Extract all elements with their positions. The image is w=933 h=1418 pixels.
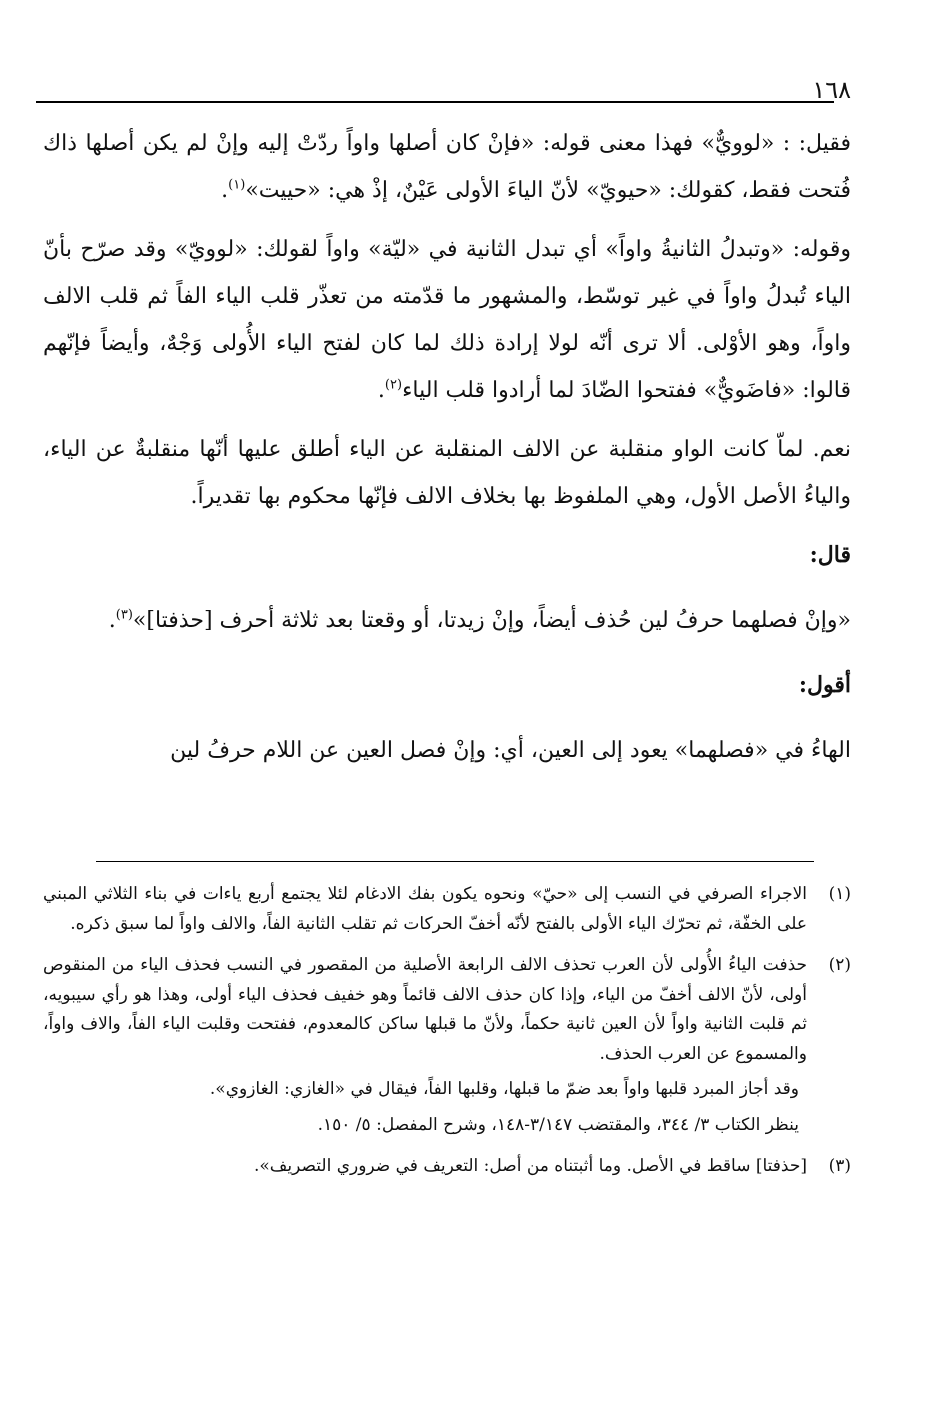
paragraph-2-text: وقوله: «وتبدلُ الثانيةُ واواً» أي تبدل الثانية في «ليّة» واواً لقولك: «لوويّ» وقد صرّح بأنّ الياء تُبدلُ واواً في غير توسّط، والمشهور ما قدّمته من تعذّر قلب الياء الفاً ثم قلب الالف واواً، وهو الأوْلى. ألا ترى أنّه لولا إرادة ذلك لما كان لفتح الياء الأُولى وَجْهٌ، وأيضاً فإنّهم قالوا: «فاضَويٌّ» ففتحوا الضّادَ لما أرادوا قلب الياء — [43, 237, 851, 403]
footnote-number: (١) — [828, 884, 851, 904]
footnote-text: الاجراء الصرفي في النسب إلى «حيّ» ونحوه يكون بفك الادغام لئلا يجتمع أربع ياءات في بناء الثلاثي المبني على الخفّة، ثم تحرّك الياء الأولى بالفتح لأنّه أخفّ الحركات ثم تقلب الثانية الفاً، والالف واواً لما سبق ذكره. — [43, 884, 807, 934]
quoted-text-body: «وإنْ فصلهما حرفُ لين حُذف أيضاً، وإنْ زيدتا، أو وقعتا بعد ثلاثة أحرف [حذفتا]» — [132, 608, 851, 633]
footnote-body — [43, 880, 807, 945]
footnote-1 — [43, 880, 851, 945]
footnote-3 — [43, 1152, 851, 1188]
footnote-body — [43, 1152, 807, 1188]
quoted-text — [43, 597, 851, 644]
footnote-ref-2: (٢) — [384, 377, 403, 393]
footnote-text: حذفت الياءُ الأُولى لأن العرب تحذف الالف الرابعة الأصلية من المقصور في النسب فحذف الياء من المنقوص أولى، لأنّ الالف أخفّ من الياء، وإذا كان حذف الالف قائماً وهو خفيف فحذف الياء أولى، وهذا هو رأي سيبويه، ثم قلبت الثانية واواً لأن العين ثانية حكماً، ولأنّ ما قبلها ساكن كالمعدوم، ففتحت وقلبت الياء الفاً، والاف واواً، والمسموع عن العرب الحذف. — [43, 955, 807, 1064]
footnote-text-continuation: وقد أجاز المبرد قلبها واواً بعد ضمّ ما قبلها، وقلبها الفاً، فيقال في «الغازي: الغازوي». — [209, 1079, 799, 1099]
main-text — [43, 120, 851, 786]
footnote-body — [43, 951, 807, 1146]
footnote-ref-3: (٣) — [115, 607, 133, 623]
footnote-text: [حذفتا] ساقط في الأصل. وما أثبتناه من أصل: التعريف في ضروري التصريف». — [254, 1156, 807, 1176]
footnotes — [43, 880, 851, 1194]
paragraph-4: الهاءُ في «فصلهما» يعود إلى العين، أي: وإنْ فصل العين عن اللام حرفُ لين — [170, 738, 851, 763]
footnote-references: ينظر الكتاب ٣/ ٣٤٤، والمقتضب ٣/١٤٧-١٤٨، وشرح المفصل: ٥/ ١٥٠. — [317, 1114, 799, 1135]
header-rule — [36, 101, 834, 103]
footnote-rule — [96, 861, 814, 862]
heading-aqul: أقول: — [798, 672, 851, 698]
footnote-number: (٣) — [828, 1156, 851, 1176]
quoted-text-end: . — [108, 608, 116, 633]
footnote-ref-1: (١) — [228, 177, 246, 193]
heading-qal: قال: — [809, 542, 851, 568]
paragraph-3: نعم. لماّ كانت الواو منقلبة عن الالف المنقلبة عن الياء أطلق عليها أنّها منقلبةٌ عن الياء، والياءُ الأصل الأول، وهي الملفوظ بها بخلاف الالف فإنّها محكوم بها تقديراً. — [43, 437, 851, 509]
paragraph-2 — [43, 226, 851, 414]
page-number: ١٦٨ — [812, 76, 851, 104]
paragraph-1-text: فقيل: : «لوويٌّ» فهذا معنى قوله: «فإنْ كان أصلها واواً ردّتْ إليه وإنْ لم يكن أصلها ذاك فُتحت فقط، كقولك: «حيويّ» لأنّ الياءَ الأولى عَيْنٌ، إذْ هي: «حييت» — [43, 131, 851, 203]
paragraph-1-end: . — [221, 178, 229, 203]
footnote-2 — [43, 951, 851, 1146]
footnote-number: (٢) — [828, 955, 851, 975]
paragraph-2-end: . — [377, 378, 385, 403]
paragraph-1 — [43, 120, 851, 214]
